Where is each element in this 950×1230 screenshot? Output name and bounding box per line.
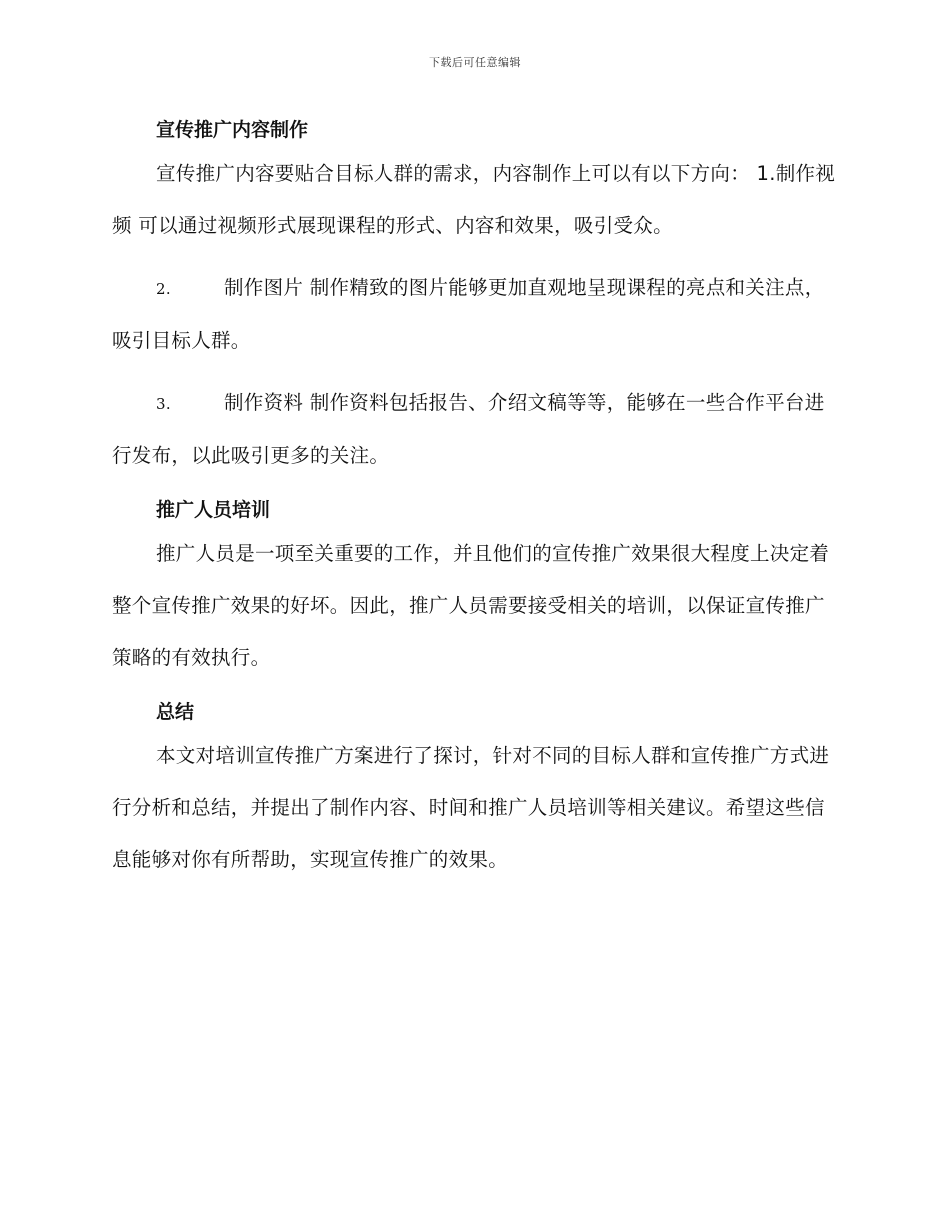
list-item-3 [112, 377, 840, 482]
paragraph-content-intro: 宣传推广内容要贴合目标人群的需求，内容制作上可以有以下方向： 1.制作视频 可以通过视频形式展现课程的形式、内容和效果，吸引受众。 [112, 162, 836, 237]
list-item-2 [112, 262, 840, 367]
section-heading-content-production: 宣传推广内容制作 [156, 119, 309, 141]
list-item-3-text: 制作资料 制作资料包括报告、介绍文稿等等，能够在一些合作平台进行发布，以此吸引更多的关注。 [112, 391, 825, 467]
paragraph-staff-training: 推广人员是一项至关重要的工作，并且他们的宣传推广效果很大程度上决定着整个宣传推广效果的好坏。因此，推广人员需要接受相关的培训，以保证宣传推广策略的有效执行。 [112, 542, 830, 669]
page-header: 下载后可任意编辑 [429, 56, 521, 69]
section-heading-staff-training: 推广人员培训 [156, 499, 271, 521]
document-body [112, 112, 840, 886]
list-number-3: 3. [156, 395, 171, 413]
section-heading-summary: 总结 [156, 701, 195, 723]
paragraph-summary: 本文对培训宣传推广方案进行了探讨，针对不同的目标人群和宣传推广方式进行分析和总结，并提出了制作内容、时间和推广人员培训等相关建议。希望这些信息能够对你有所帮助，实现宣传推广的效果。 [112, 744, 830, 871]
list-number-2: 2. [156, 280, 171, 298]
list-item-2-text: 制作图片 制作精致的图片能够更加直观地呈现课程的亮点和关注点，吸引目标人群。 [112, 276, 825, 352]
